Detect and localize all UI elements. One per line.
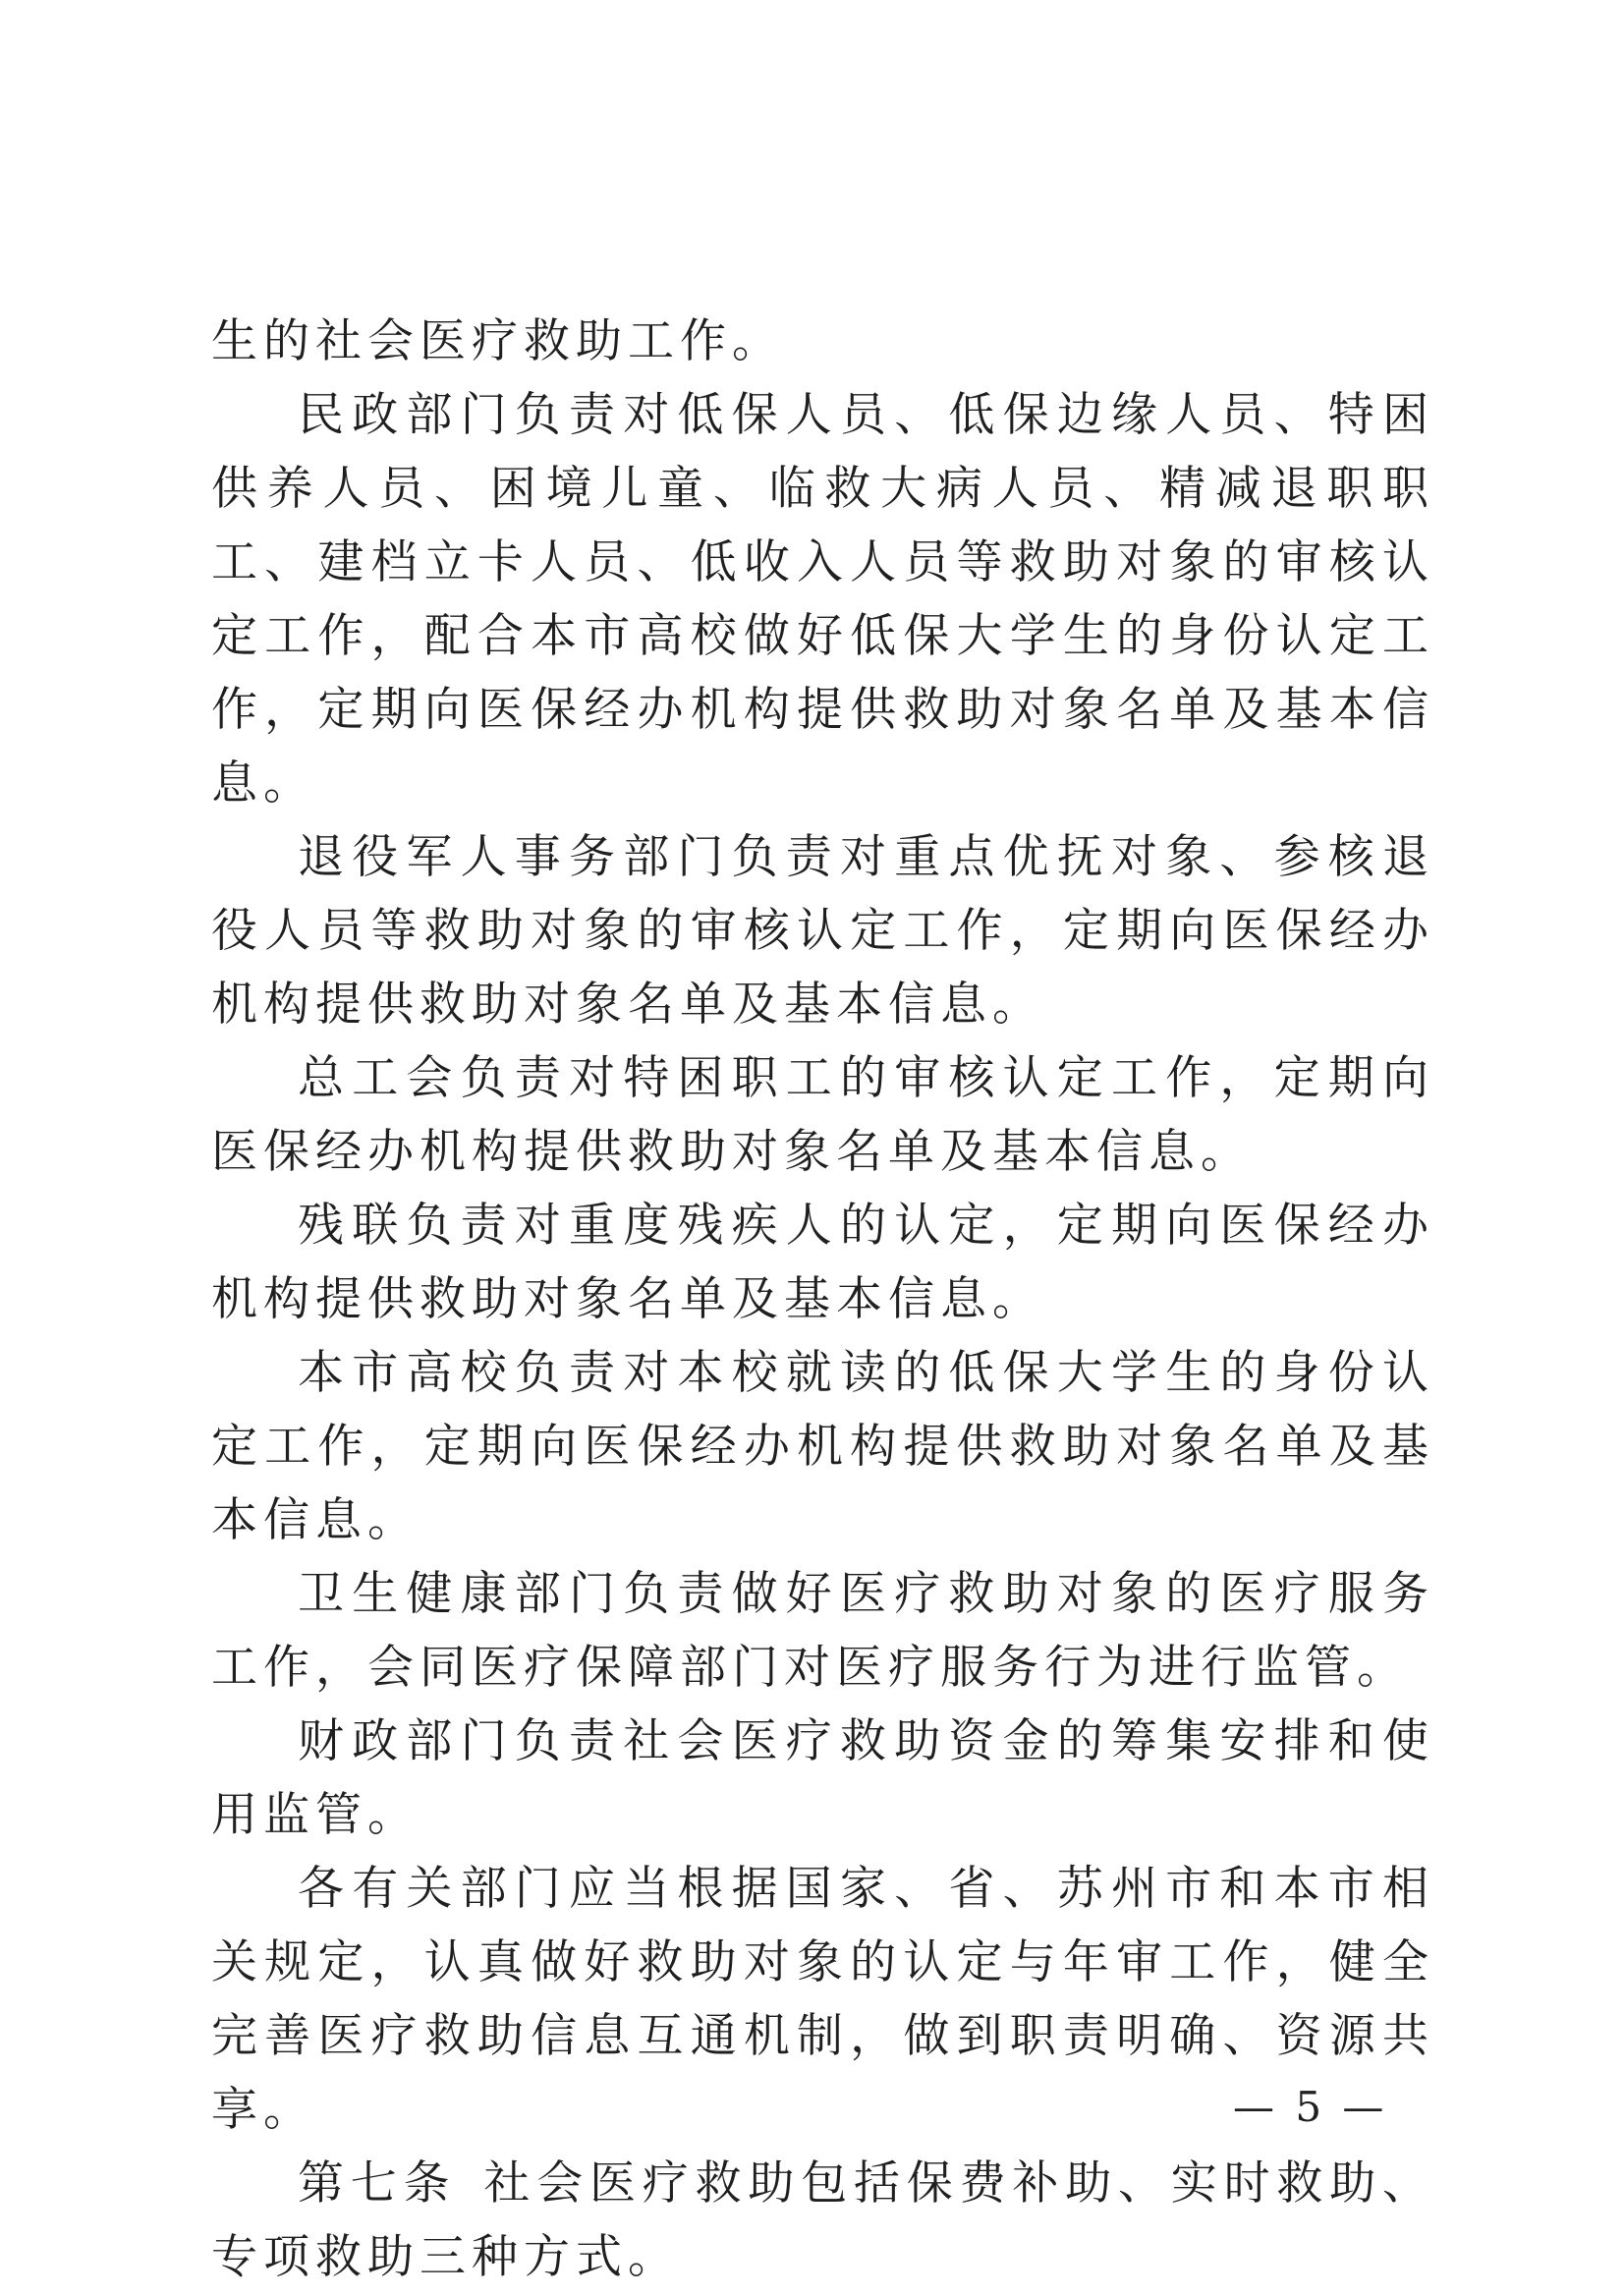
paragraph-health-department: 卫生健康部门负责做好医疗救助对象的医疗服务工作，会同医疗保障部门对医疗服务行为进行监管。: [211, 1567, 1434, 1695]
paragraph-trade-union: 总工会负责对特困职工的审核认定工作，定期向医保经办机构提供救助对象名单及基本信息。: [211, 1051, 1434, 1179]
paragraph-finance-department: 财政部门负责社会医疗救助资金的筹集安排和使用监管。: [211, 1714, 1434, 1842]
article-seven: [211, 2147, 1434, 2294]
paragraph-continuation: 生的社会医疗救助工作。: [211, 314, 784, 368]
page-number: — 5 —: [1233, 2083, 1388, 2131]
paragraph-all-departments: 各有关部门应当根据国家、省、苏州市和本市相关规定，认真做好救助对象的认定与年审工作，健全完善医疗救助信息互通机制，做到职责明确、资源共享。: [211, 1862, 1434, 2137]
paragraph-disabled-federation: 残联负责对重度残疾人的认定，定期向医保经办机构提供救助对象名单及基本信息。: [211, 1199, 1434, 1326]
article-text: 社会医疗救助包括保费补助、实时救助、专项救助三种方式。: [211, 2156, 1435, 2284]
article-number: 第七条: [298, 2156, 457, 2211]
paragraph-civil-affairs: 民政部门负责对低保人员、低保边缘人员、特困供养人员、困境儿童、临救大病人员、精减退职职工、建档立卡人员、低收入人员等救助对象的审核认定工作，配合本市高校做好低保大学生的身份认定工作，定期向医保经办机构提供救助对象名单及基本信息。: [211, 388, 1434, 811]
paragraph-universities: 本市高校负责对本校就读的低保大学生的身份认定工作，定期向医保经办机构提供救助对象名单及基本信息。: [211, 1346, 1434, 1547]
document-page: [211, 305, 1434, 2294]
paragraph-veterans-affairs: 退役军人事务部门负责对重点优抚对象、参核退役人员等救助对象的审核认定工作，定期向医保经办机构提供救助对象名单及基本信息。: [211, 830, 1434, 1032]
